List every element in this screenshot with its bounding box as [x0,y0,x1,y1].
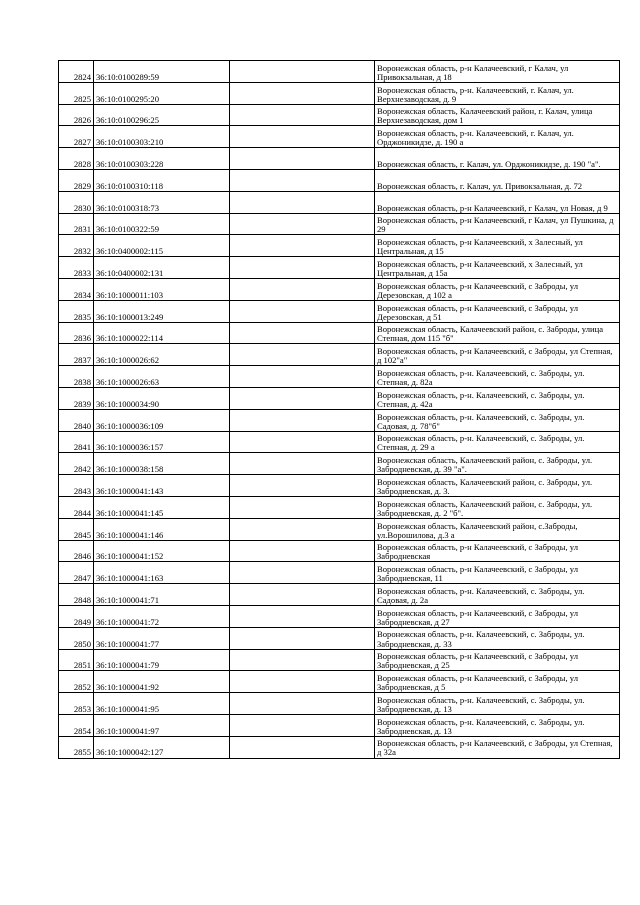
table-row [59,431,620,453]
table-row [59,126,620,148]
cadastral-number-cell: 36:10:0400002:115 [94,235,230,257]
row-number-cell: 2833 [59,257,94,279]
row-number-cell: 2824 [59,61,94,83]
table-row [59,627,620,649]
cadastral-number-cell: 36:10:0100296:25 [94,104,230,126]
address-text: Воронежская область, р-н. Калачеевский, с. Заброды, ул. Степная, д. 42а [377,389,585,409]
table-row [59,322,620,344]
table-row [59,714,620,736]
empty-cell [230,213,375,235]
table-row [59,366,620,388]
cadastral-number-cell: 36:10:0100289:59 [94,61,230,83]
address-text: Воронежская область, р-н Калачеевский, с Заброды, ул Забродневская, 11 [377,564,579,584]
table-row [59,278,620,300]
row-number-cell: 2846 [59,540,94,562]
cadastral-number-cell: 36:10:1000041:145 [94,496,230,518]
address-text: Воронежская область, р-н Калачеевский, с Заброды, ул Забродневская, д 27 [377,607,579,627]
row-number-cell: 2843 [59,475,94,497]
address-text: Воронежская область, р-н Калачеевский, с Заброды, ул Степная, д 102"а" [377,346,613,366]
address-text: Воронежская область, Калачеевский район, с. Заброды, ул. Забродневская, д. 3. [377,476,593,496]
cadastral-number-cell: 36:10:1000042:127 [94,736,230,758]
cadastral-number-cell: 36:10:0100310:118 [94,169,230,191]
table-row [59,475,620,497]
row-number-cell: 2851 [59,649,94,671]
table-row [59,649,620,671]
cadastral-number-cell: 36:10:1000041:92 [94,671,230,693]
empty-cell [230,366,375,388]
address-cell [375,213,620,235]
table-row [59,496,620,518]
table-row [59,148,620,170]
empty-cell [230,714,375,736]
table-row [59,693,620,715]
cadastral-number-cell: 36:10:1000041:143 [94,475,230,497]
row-number-cell: 2848 [59,584,94,606]
address-cell [375,82,620,104]
empty-cell [230,627,375,649]
cadastral-number-cell: 36:10:0400002:131 [94,257,230,279]
address-text: Воронежская область, г. Калач, ул. Орджоникидзе, д. 190 "а". [377,158,601,169]
address-text: Воронежская область, р-н Калачеевский, г Калач, ул Пушкина, д 29 [377,215,614,235]
address-text: Воронежская область, р-н. Калачеевский, с. Заброды, ул. Садовая, д. 2а [377,585,585,605]
empty-cell [230,126,375,148]
cadastral-number-cell: 36:10:1000041:152 [94,540,230,562]
cadastral-number-cell: 36:10:1000041:79 [94,649,230,671]
address-cell [375,649,620,671]
empty-cell [230,453,375,475]
table-row [59,300,620,322]
address-text: Воронежская область, р-н. Калачеевский, с. Заброды, ул. Степная, д. 82а [377,367,585,387]
address-cell [375,518,620,540]
empty-cell [230,322,375,344]
row-number-cell: 2852 [59,671,94,693]
row-number-cell: 2849 [59,605,94,627]
table-row [59,235,620,257]
row-number-cell: 2840 [59,409,94,431]
cadastral-number-cell: 36:10:1000041:71 [94,584,230,606]
cadastral-number-cell: 36:10:1000034:90 [94,387,230,409]
address-cell [375,562,620,584]
empty-cell [230,693,375,715]
address-cell [375,431,620,453]
address-cell [375,475,620,497]
property-register-table [58,60,620,759]
empty-cell [230,300,375,322]
row-number-cell: 2839 [59,387,94,409]
address-cell [375,191,620,213]
cadastral-number-cell: 36:10:1000041:97 [94,714,230,736]
row-number-cell: 2832 [59,235,94,257]
row-number-cell: 2847 [59,562,94,584]
table-row [59,736,620,758]
address-text: Воронежская область, р-н Калачеевский, г Калач, ул Новая, д 9 [377,202,608,213]
address-text: Воронежская область, р-н. Калачеевский, г. Калач, ул. Верхнезаводская, д. 9 [377,84,574,104]
address-text: Воронежская область, г. Калач, ул. Привокзальная, д. 72 [377,180,583,191]
empty-cell [230,671,375,693]
address-cell [375,366,620,388]
empty-cell [230,409,375,431]
address-text: Воронежская область, р-н Калачеевский, х Залесный, ул Центральная, д 15а [377,258,583,278]
address-text: Воронежская область, р-н Калачеевский, г Калач, ул Привокзальная, д 18 [377,62,569,82]
cadastral-number-cell: 36:10:0100303:228 [94,148,230,170]
address-text: Воронежская область, Калачеевский район, с.Заброды, ул.Ворошилова, д.3 а [377,520,578,540]
empty-cell [230,61,375,83]
empty-cell [230,736,375,758]
address-text: Воронежская область, Калачеевский район, с. Заброды, ул. Забродневская, д. 39 "а". [377,455,593,475]
cadastral-number-cell: 36:10:1000041:72 [94,605,230,627]
address-cell [375,322,620,344]
table-row [59,453,620,475]
address-cell [375,605,620,627]
address-cell [375,257,620,279]
row-number-cell: 2837 [59,344,94,366]
address-cell [375,148,620,170]
address-text: Воронежская область, р-н. Калачеевский, с. Заброды, ул. Садовая, д. 78"б" [377,411,585,431]
address-cell [375,126,620,148]
address-cell [375,584,620,606]
empty-cell [230,104,375,126]
empty-cell [230,344,375,366]
address-text: Воронежская область, р-н Калачеевский, х Залесный, ул Центральная, д 15 [377,237,583,257]
row-number-cell: 2835 [59,300,94,322]
empty-cell [230,148,375,170]
address-cell [375,235,620,257]
empty-cell [230,169,375,191]
address-text: Воронежская область, Калачеевский район, с. Заброды, улица Степная, дом 115 "б" [377,324,604,344]
cadastral-number-cell: 36:10:1000036:109 [94,409,230,431]
address-text: Воронежская область, р-н. Калачеевский, с. Заброды, ул. Забродневская, д. 13 [377,716,585,736]
register-table-body [59,61,620,759]
row-number-cell: 2836 [59,322,94,344]
row-number-cell: 2825 [59,82,94,104]
row-number-cell: 2830 [59,191,94,213]
table-row [59,213,620,235]
cadastral-number-cell: 36:10:1000041:146 [94,518,230,540]
empty-cell [230,387,375,409]
row-number-cell: 2838 [59,366,94,388]
address-cell [375,693,620,715]
address-cell [375,409,620,431]
address-text: Воронежская область, р-н Калачеевский, с Заброды, ул Забродневская, д 5 [377,673,579,693]
row-number-cell: 2853 [59,693,94,715]
cadastral-number-cell: 36:10:1000026:62 [94,344,230,366]
row-number-cell: 2834 [59,278,94,300]
empty-cell [230,431,375,453]
row-number-cell: 2841 [59,431,94,453]
empty-cell [230,278,375,300]
address-cell [375,540,620,562]
address-text: Воронежская область, р-н Калачеевский, с Заброды, ул Дерезовская, д 102 а [377,280,579,300]
row-number-cell: 2827 [59,126,94,148]
table-row [59,82,620,104]
cadastral-number-cell: 36:10:1000013:249 [94,300,230,322]
address-cell [375,387,620,409]
empty-cell [230,496,375,518]
table-row [59,540,620,562]
address-text: Воронежская область, р-н Калачеевский, с Заброды, ул Степная, д 32а [377,738,613,758]
table-row [59,257,620,279]
cadastral-number-cell: 36:10:0100322:59 [94,213,230,235]
cadastral-number-cell: 36:10:1000022:114 [94,322,230,344]
row-number-cell: 2831 [59,213,94,235]
table-row [59,518,620,540]
address-cell [375,300,620,322]
empty-cell [230,82,375,104]
row-number-cell: 2842 [59,453,94,475]
cadastral-number-cell: 36:10:1000041:77 [94,627,230,649]
table-row [59,104,620,126]
empty-cell [230,235,375,257]
address-cell [375,496,620,518]
address-text: Воронежская область, р-н. Калачеевский, г. Калач, ул. Орджоникидзе, д. 190 а [377,128,574,148]
row-number-cell: 2850 [59,627,94,649]
cadastral-number-cell: 36:10:1000041:163 [94,562,230,584]
address-text: Воронежская область, Калачеевский район, г. Калач, улица Верхнезаводская, дом 1 [377,106,593,126]
address-text: Воронежская область, Калачеевский район, с. Заброды, ул. Забродневская, д. 2 "б". [377,498,593,518]
cadastral-number-cell: 36:10:0100318:73 [94,191,230,213]
row-number-cell: 2829 [59,169,94,191]
address-cell [375,453,620,475]
row-number-cell: 2826 [59,104,94,126]
address-text: Воронежская область, р-н Калачеевский, с Заброды, ул Забродневская [377,542,579,562]
table-row [59,169,620,191]
address-text: Воронежская область, р-н Калачеевский, с Заброды, ул Дерезовская, д 51 [377,302,579,322]
empty-cell [230,518,375,540]
address-cell [375,714,620,736]
cadastral-number-cell: 36:10:1000026:63 [94,366,230,388]
table-row [59,344,620,366]
address-cell [375,169,620,191]
table-row [59,191,620,213]
table-row [59,61,620,83]
table-row [59,584,620,606]
address-cell [375,278,620,300]
row-number-cell: 2844 [59,496,94,518]
table-row [59,671,620,693]
cadastral-number-cell: 36:10:1000041:95 [94,693,230,715]
row-number-cell: 2828 [59,148,94,170]
cadastral-number-cell: 36:10:0100295:20 [94,82,230,104]
empty-cell [230,605,375,627]
empty-cell [230,649,375,671]
empty-cell [230,562,375,584]
table-row [59,605,620,627]
cadastral-number-cell: 36:10:1000036:157 [94,431,230,453]
address-cell [375,627,620,649]
row-number-cell: 2845 [59,518,94,540]
address-cell [375,736,620,758]
table-row [59,387,620,409]
address-text: Воронежская область, р-н. Калачеевский, с. Заброды, ул. Забродневская, д. 13 [377,694,585,714]
address-text: Воронежская область, р-н. Калачеевский, с. Заброды, ул. Забродневская, д. 33 [377,629,585,649]
address-cell [375,61,620,83]
address-text: Воронежская область, р-н Калачеевский, с Заброды, ул Забродневская, д 25 [377,651,579,671]
cadastral-number-cell: 36:10:1000038:158 [94,453,230,475]
table-row [59,409,620,431]
empty-cell [230,191,375,213]
empty-cell [230,475,375,497]
cadastral-number-cell: 36:10:0100303:210 [94,126,230,148]
address-cell [375,104,620,126]
empty-cell [230,584,375,606]
row-number-cell: 2855 [59,736,94,758]
table-row [59,562,620,584]
address-cell [375,671,620,693]
empty-cell [230,540,375,562]
address-cell [375,344,620,366]
empty-cell [230,257,375,279]
address-text: Воронежская область, р-н. Калачеевский, с. Заброды, ул. Степная, д. 29 а [377,433,585,453]
cadastral-number-cell: 36:10:1000011:103 [94,278,230,300]
row-number-cell: 2854 [59,714,94,736]
